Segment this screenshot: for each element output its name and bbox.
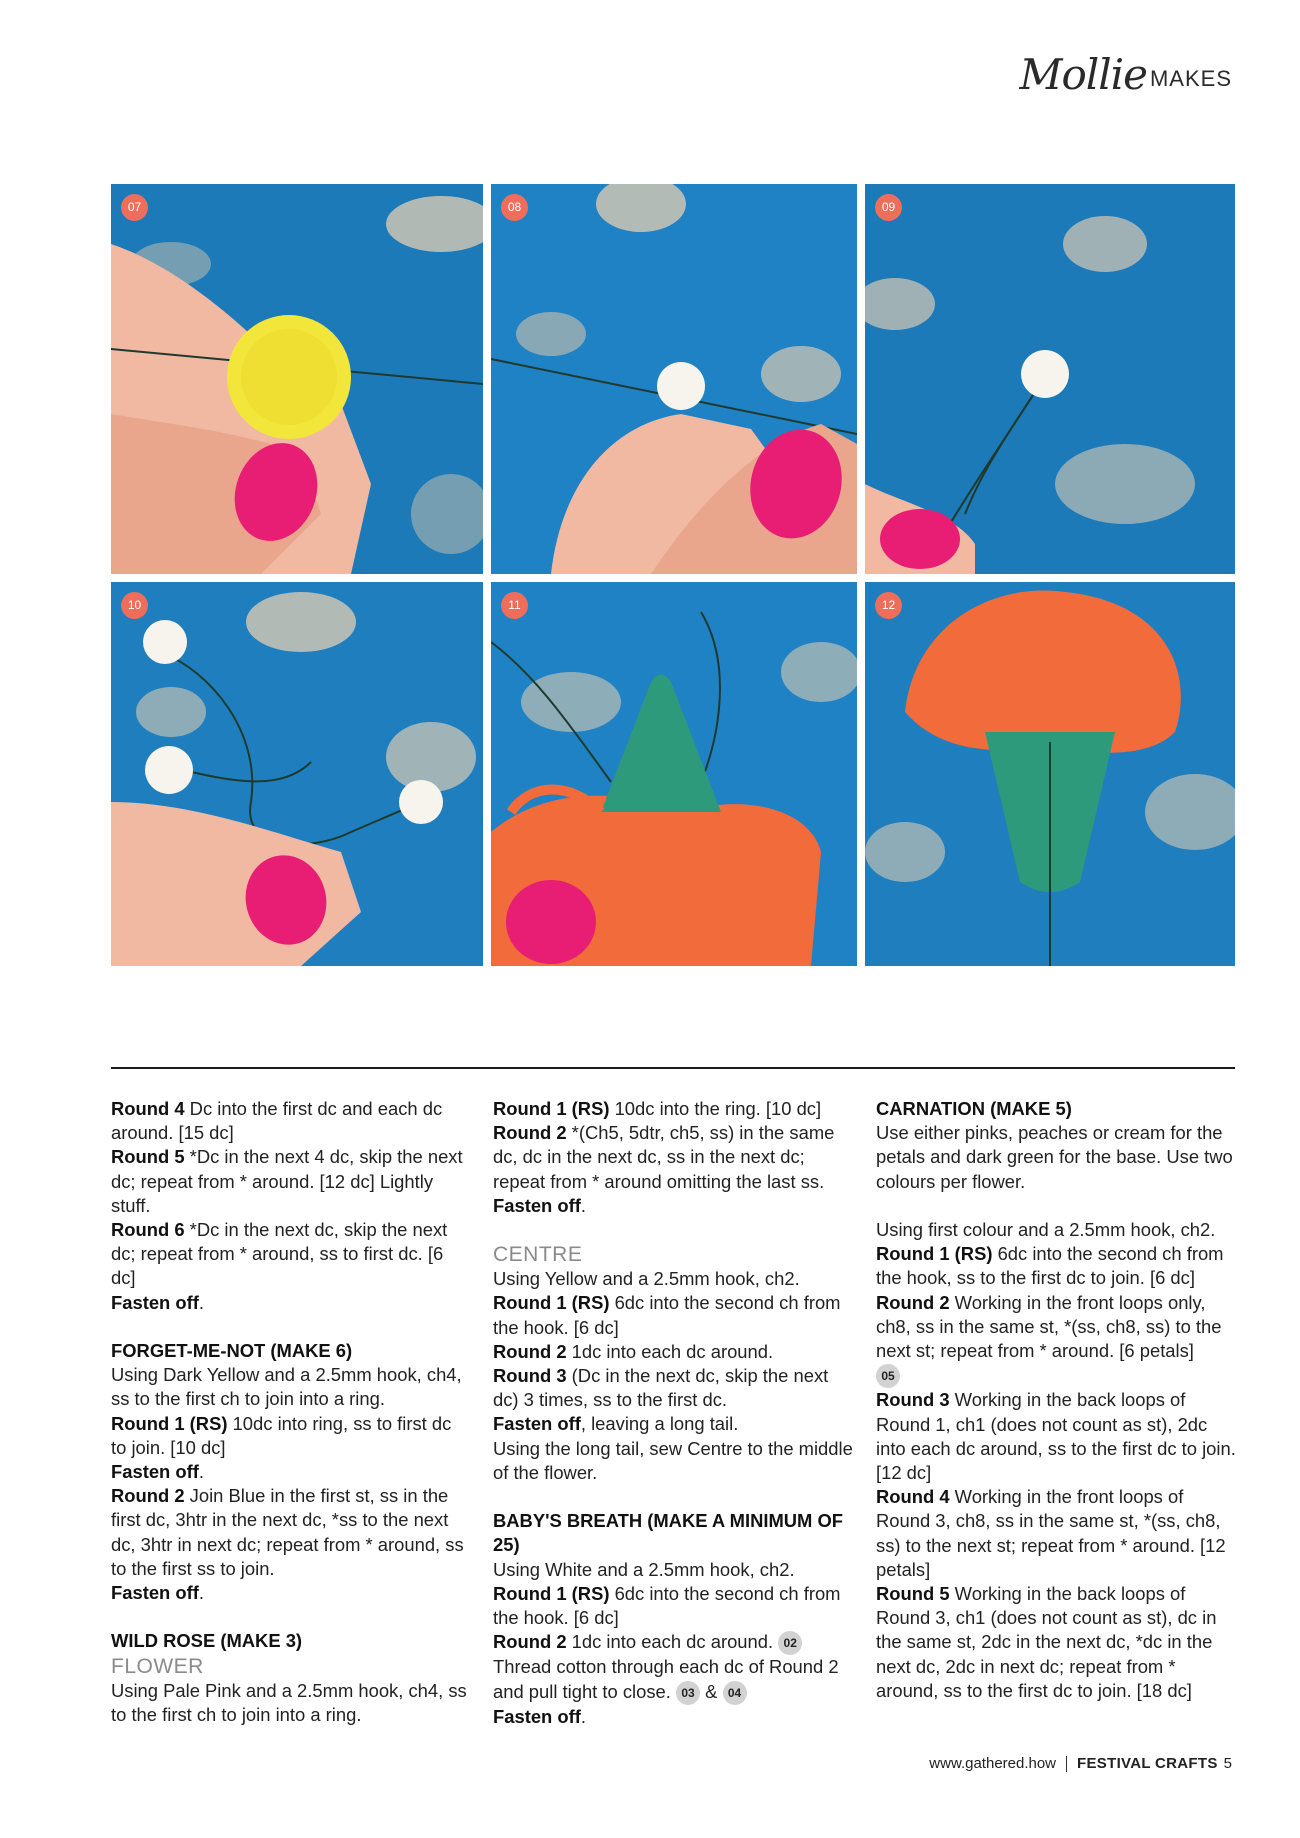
round-text: Dc into the first dc and each dc around. [15 dc] [111,1098,443,1144]
round-text: 10dc into ring, ss to first dc to join. [10 dc] [111,1412,452,1458]
round-label: Round 1 (RS) [111,1412,228,1434]
instructions-column-2 [493,1097,853,1729]
wild-rose-heading: WILD ROSE (MAKE 3) [111,1630,303,1652]
photo-07-illustration [111,184,483,574]
step-badge-10: 10 [121,592,148,619]
centre-round-1-paragraph [493,1291,853,1339]
car-round-5-paragraph [876,1582,1236,1703]
round-text: 6dc into the second ch from the hook, ss to the first dc to join. [6 dc] [876,1243,1224,1289]
forget-me-not-intro: Using Dark Yellow and a 2.5mm hook, ch4, ss to the first ch to join into a ring. [111,1364,462,1410]
bb-round-2-paragraph [493,1630,853,1655]
round-1-paragraph [493,1097,853,1121]
round-label: Round 2 [493,1340,567,1362]
round-5-paragraph [111,1145,471,1218]
fasten-off-label: Fasten off [111,1291,199,1313]
round-text: 6dc into the second ch from the hook. [6 dc] [493,1292,841,1338]
bb-thread-paragraph [493,1655,853,1704]
round-label: Round 2 [493,1631,567,1653]
fasten-off-note: Fasten off. [493,1194,586,1216]
round-label: Round 1 (RS) [493,1582,610,1604]
step-ref-badge: 02 [778,1631,802,1655]
car-round-1-paragraph [876,1242,1236,1290]
round-text: Working in the back loops of Round 3, ch1 (does not count as st), dc in the same st, 2dc in the next dc, *dc in the next dc, 2dc in next dc; repeat from * around, ss to the first dc to join. [18 dc] [876,1582,1217,1701]
centre-sew-note: Using the long tail, sew Centre to the middle of the flower. [493,1437,853,1483]
round-label: Round 2 [111,1485,185,1507]
fmn-round-1-paragraph [111,1412,471,1460]
step-photo-10 [111,582,483,966]
step-badge-12: 12 [875,592,902,619]
bb-round-1-paragraph [493,1582,853,1630]
round-2-paragraph [493,1121,853,1194]
centre-subheading: CENTRE [493,1243,583,1267]
round-text: 6dc into the second ch from the hook. [6 dc] [493,1582,841,1629]
forget-me-not-heading: FORGET-ME-NOT (MAKE 6) [111,1340,353,1362]
round-4-paragraph [111,1097,471,1145]
round-label: Round 1 (RS) [876,1243,993,1265]
photo-10-illustration [111,582,483,966]
round-label: Round 6 [111,1219,185,1241]
round-label: Round 4 [111,1098,185,1119]
photo-08-illustration [491,184,857,574]
car-round-2-paragraph [876,1291,1236,1364]
step-badge-08: 08 [501,194,528,221]
carnation-intro: Use either pinks, peaches or cream for the petals and dark green for the base. Use two colours per flower. [876,1122,1233,1192]
carnation-start: Using first colour and a 2.5mm hook, ch2. [876,1219,1216,1240]
section-divider [111,1067,1235,1069]
mollie-makes-logo [1019,46,1232,99]
fasten-off-label: Fasten off [111,1461,199,1483]
round-label: Round 2 [876,1291,950,1313]
fasten-off-label: Fasten off [493,1413,581,1435]
round-text: *Dc in the next 4 dc, skip the next dc; repeat from * around. [12 dc] Lightly stuff. [111,1146,463,1216]
step-photo-grid [111,184,1235,966]
photo-09-illustration [865,184,1235,574]
wild-rose-intro: Using Pale Pink and a 2.5mm hook, ch4, ss to the first ch to join into a ring. [111,1679,467,1725]
car-round-3-paragraph [876,1388,1236,1485]
fasten-off-label: Fasten off [111,1582,199,1604]
round-label: Round 3 [876,1389,950,1411]
logo-makes-word: MAKES [1149,66,1232,91]
fasten-off-note [493,1412,853,1436]
round-label: Round 5 [876,1582,950,1604]
fasten-off-label: Fasten off [493,1705,581,1727]
round-text: 1dc into each dc around. [566,1340,774,1362]
step-photo-08 [491,184,857,574]
photo-12-illustration [865,582,1235,966]
round-text: Working in the front loops only, ch8, ss in the same st, *(ss, ch8, ss) to the next st; repeat from * around. [6 petals] [876,1291,1222,1362]
round-text: *Dc in the next dc, skip the next dc; repeat from * around, ss to first dc. [6 dc] [111,1219,448,1289]
ampersand: & [700,1680,723,1702]
centre-round-3-paragraph [493,1364,853,1412]
step-ref-badge: 04 [723,1681,747,1705]
round-6-paragraph [111,1218,471,1291]
step-photo-11 [491,582,857,966]
babys-breath-intro: Using White and a 2.5mm hook, ch2. [493,1558,795,1580]
fasten-off-note: Fasten off. [111,1461,204,1483]
thread-text: Thread cotton through each dc of Round 2 and pull tight to close. [493,1656,839,1702]
step-ref-badge: 03 [676,1681,700,1705]
babys-breath-heading: BABY'S BREATH (MAKE A MINIMUM OF 25) [493,1510,844,1556]
round-label: Round 1 (RS) [493,1292,610,1314]
fasten-off-label: Fasten off [493,1194,581,1216]
round-label: Round 4 [876,1486,950,1508]
round-text: Working in the front loops of Round 3, ch8, ss in the same st, *(ss, ch8, ss) to the next st; repeat from * around. [12 petals] [876,1486,1226,1580]
round-label: Round 1 (RS) [493,1098,610,1119]
fasten-off-note: Fasten off. [111,1291,204,1313]
step-badge-11: 11 [501,592,528,619]
footer-url: www.gathered.how [929,1755,1057,1772]
flower-subheading: FLOWER [111,1654,204,1678]
step-photo-12 [865,582,1235,966]
round-label: Round 5 [111,1146,185,1168]
carnation-heading: CARNATION (MAKE 5) [876,1098,1072,1119]
round-label: Round 3 [493,1365,567,1387]
round-text: Join Blue in the first st, ss in the first dc, 3htr in the next dc, *ss to the next dc, 3htr in next dc; repeat from * around, ss to the first ss to join. [111,1485,464,1579]
centre-round-2-paragraph [493,1340,853,1364]
fasten-off-note: Fasten off. [111,1582,204,1604]
footer-section: FESTIVAL CRAFTS [1077,1755,1218,1772]
round-text: *(Ch5, 5dtr, ch5, ss) in the same dc, dc in the next dc, ss in the next dc; repeat from * around omitting the last ss. [493,1122,835,1192]
centre-intro: Using Yellow and a 2.5mm hook, ch2. [493,1268,800,1290]
instructions-column-1 [111,1097,471,1727]
round-text: 10dc into the ring. [10 dc] [609,1098,822,1119]
fasten-off-note: Fasten off. [493,1705,586,1727]
step-photo-07 [111,184,483,574]
page-footer [929,1755,1232,1772]
footer-separator [1066,1756,1067,1772]
logo-script-word: Mollie [1019,50,1147,99]
step-badge-09: 09 [875,194,902,221]
fmn-round-2-paragraph [111,1484,471,1581]
round-text: (Dc in the next dc, skip the next dc) 3 times, ss to the first dc. [493,1365,829,1411]
car-round-4-paragraph [876,1485,1236,1582]
page-number: 5 [1223,1755,1232,1772]
photo-11-illustration [491,582,857,966]
step-ref-line [876,1363,1236,1388]
round-label: Round 2 [493,1122,567,1144]
round-text: 1dc into each dc around. [566,1631,779,1653]
step-ref-badge: 05 [876,1364,900,1388]
step-badge-07: 07 [121,194,148,221]
round-text: Working in the back loops of Round 1, ch1 (does not count as st), 2dc into each dc around, ss to the first dc to join. [12 dc] [876,1389,1236,1483]
fasten-off-tail: , leaving a long tail. [580,1413,739,1435]
step-photo-09 [865,184,1235,574]
instructions-column-3 [876,1097,1236,1703]
